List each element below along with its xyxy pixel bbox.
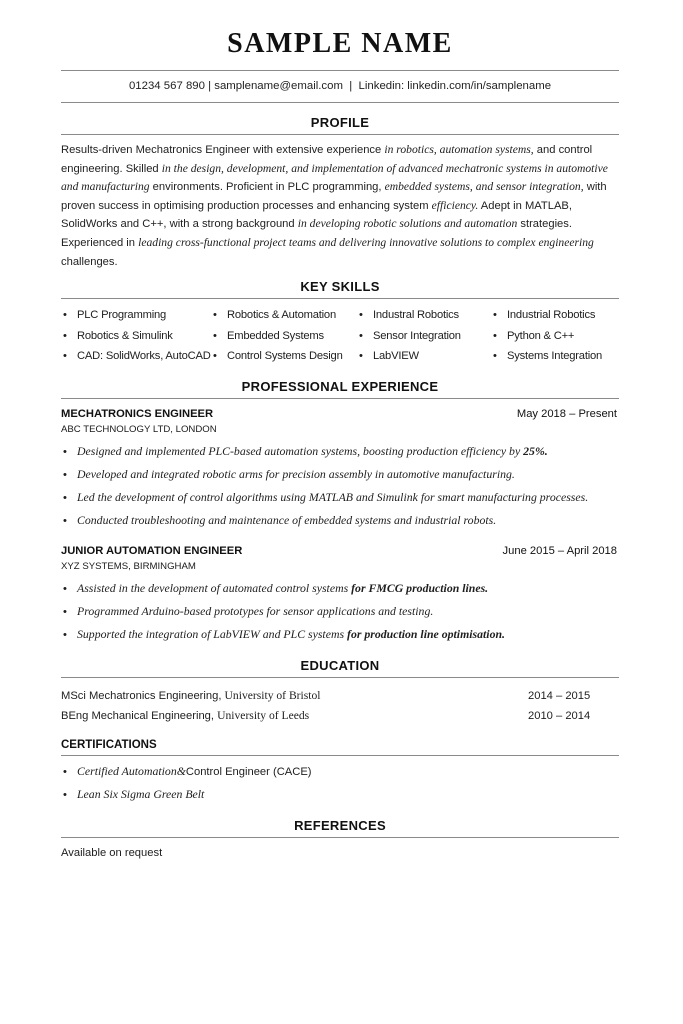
skill-item — [211, 305, 357, 326]
education-years: 2010 – 2014 — [528, 709, 591, 722]
institution: University of Bristol — [224, 688, 321, 702]
skill-item — [211, 326, 357, 347]
education-degree-line — [61, 706, 309, 726]
bullet-body — [77, 577, 619, 600]
certification-body — [77, 760, 619, 783]
job-header — [61, 399, 619, 421]
profile-text: challenges. — [61, 255, 118, 268]
bullet-text: Supported the integration of LabVIEW and PLC systems — [77, 626, 348, 641]
job-bullet — [61, 463, 619, 486]
skill-label: LabVIEW — [373, 350, 419, 363]
bullet-icon: • — [63, 350, 67, 363]
skill-label: Sensor Integration — [373, 329, 461, 342]
profile-summary — [61, 135, 619, 271]
bullet-emphasis: for production line optimisation. — [347, 626, 505, 641]
job-entry — [61, 399, 619, 532]
section-title-experience: PROFESSIONAL EXPERIENCE — [241, 378, 439, 394]
certification-name: Certified Automation& — [77, 763, 186, 778]
degree: MSci Mechatronics Engineering, — [61, 689, 222, 702]
degree: BEng Mechanical Engineering, — [61, 709, 214, 722]
job-bullets — [61, 573, 619, 646]
bullet-body — [77, 486, 619, 509]
skill-item — [357, 326, 491, 347]
profile-emphasis: in developing robotic solutions and automation — [297, 217, 518, 231]
skill-item — [357, 305, 491, 326]
bullet-icon: • — [63, 765, 67, 778]
bullet-text: Assisted in the development of automated control systems — [77, 580, 352, 595]
job-bullet — [61, 623, 619, 646]
bullet-icon: • — [63, 788, 67, 801]
references-text: Available on request — [61, 846, 163, 859]
section-title-profile: PROFILE — [310, 115, 370, 130]
profile-text: with proven success in optimising production processes and enhancing system — [61, 181, 607, 212]
skill-item — [211, 346, 357, 367]
skill-label: Embedded Systems — [227, 329, 324, 342]
certification-item — [61, 783, 619, 806]
contact-line: 01234 567 890 | samplename@email.com | Linkedin: linkedin.com/in/samplename — [128, 80, 552, 92]
bullet-icon: • — [493, 350, 497, 363]
skill-item — [491, 326, 619, 347]
bullet-icon: • — [493, 309, 497, 322]
education-years: 2014 – 2015 — [528, 689, 591, 702]
job-header — [61, 532, 619, 558]
job-title: MECHATRONICS ENGINEER — [61, 407, 214, 420]
job-company: ABC TECHNOLOGY LTD, LONDON — [61, 423, 217, 435]
education-degree-line — [61, 686, 321, 706]
profile-emphasis: efficiency. — [431, 198, 479, 212]
profile-emphasis: in the design, development, and implementation of advanced mechatronic systems in automotive and manufacturing — [61, 161, 608, 194]
resume-page — [61, 0, 619, 860]
job-bullets — [61, 436, 619, 532]
bullet-icon: • — [63, 582, 67, 595]
profile-text: strategies. Experienced in — [61, 218, 572, 249]
section-title-certifications: CERTIFICATIONS — [61, 738, 157, 751]
profile-emphasis: embedded systems, and sensor integration, — [384, 180, 584, 194]
bullet-icon: • — [213, 329, 217, 342]
skill-label: PLC Programming — [77, 309, 167, 322]
certification-name: Lean Six Sigma Green Belt — [77, 786, 205, 801]
profile-text: Results-driven Mechatronics Engineer with extensive experience — [61, 144, 385, 156]
skill-item — [491, 346, 619, 367]
bullet-icon: • — [63, 445, 67, 458]
job-bullet — [61, 509, 619, 532]
profile-emphasis: leading cross-functional project teams and delivering innovative solutions to complex engineering — [138, 235, 594, 249]
section-title-education: EDUCATION — [300, 657, 380, 673]
job-title: JUNIOR AUTOMATION ENGINEER — [61, 544, 243, 557]
institution: University of Leeds — [217, 708, 310, 722]
profile-emphasis: in robotics, automation systems, — [384, 143, 534, 156]
bullet-body — [77, 463, 619, 486]
skill-label: Python & C++ — [507, 329, 575, 342]
bullet-text: Designed and implemented PLC-based automation systems, boosting production efficiency by — [77, 443, 524, 458]
job-company: XYZ SYSTEMS, BIRMINGHAM — [61, 560, 196, 572]
bullet-icon: • — [63, 309, 67, 322]
job-dates: June 2015 – April 2018 — [502, 544, 617, 557]
job-dates: May 2018 – Present — [516, 407, 617, 420]
job-bullet — [61, 600, 619, 623]
profile-text: Adept in MATLAB, SolidWorks and C++, with a strong background — [61, 199, 573, 231]
profile-text: environments. Proficient in PLC programming, — [149, 181, 385, 194]
job-bullet — [61, 440, 619, 463]
skill-label: Industral Robotics — [373, 309, 459, 322]
skills-grid — [61, 299, 619, 367]
bullet-body — [77, 600, 619, 623]
bullet-icon: • — [493, 329, 497, 342]
skill-item — [491, 305, 619, 326]
bullet-icon: • — [359, 350, 363, 363]
job-entry — [61, 532, 619, 646]
certifications-list — [61, 756, 619, 806]
bullet-icon: • — [63, 628, 67, 641]
job-bullet — [61, 486, 619, 509]
section-title-references: REFERENCES — [294, 817, 386, 833]
bullet-text: Led the development of control algorithms using MATLAB and Simulink for smart manufacturing processes. — [77, 489, 589, 504]
bullet-icon: • — [359, 329, 363, 342]
bullet-text: Programmed Arduino-based prototypes for sensor applications and testing. — [77, 603, 434, 618]
job-bullet — [61, 577, 619, 600]
bullet-icon: • — [63, 491, 67, 504]
skill-item — [357, 346, 491, 367]
section-title-skills: KEY SKILLS — [300, 279, 380, 295]
bullet-icon: • — [213, 309, 217, 322]
bullet-text: Conducted troubleshooting and maintenance of embedded systems and industrial robots. — [77, 512, 497, 527]
candidate-name: SAMPLE NAME — [227, 28, 453, 59]
bullet-body — [77, 623, 619, 646]
certification-name-rest: Control Engineer (CACE) — [185, 765, 312, 778]
certification-body — [77, 783, 619, 806]
skill-item — [61, 346, 211, 367]
bullet-icon: • — [63, 329, 67, 342]
bullet-icon: • — [213, 350, 217, 363]
education-row — [61, 686, 619, 706]
bullet-body — [77, 509, 619, 532]
bullet-icon: • — [359, 309, 363, 322]
bullet-body — [77, 440, 619, 463]
skill-label: Industrial Robotics — [507, 309, 596, 322]
profile-text: and control engineering. Skilled — [61, 144, 593, 175]
skill-item — [61, 305, 211, 326]
education-row — [61, 706, 619, 726]
skill-label: Robotics & Simulink — [77, 329, 173, 342]
certification-item — [61, 760, 619, 783]
bullet-emphasis: for FMCG production lines. — [351, 580, 489, 595]
bullet-text: Developed and integrated robotic arms for precision assembly in automotive manufacturing. — [77, 466, 515, 481]
skill-label: Systems Integration — [507, 350, 603, 363]
bullet-icon: • — [63, 605, 67, 618]
skill-item — [61, 326, 211, 347]
skill-label: Robotics & Automation — [227, 309, 336, 322]
skill-label: CAD: SolidWorks, AutoCAD — [77, 350, 211, 363]
bullet-icon: • — [63, 514, 67, 527]
bullet-icon: • — [63, 468, 67, 481]
skill-label: Control Systems Design — [227, 350, 343, 363]
bullet-emphasis: 25%. — [523, 443, 548, 458]
